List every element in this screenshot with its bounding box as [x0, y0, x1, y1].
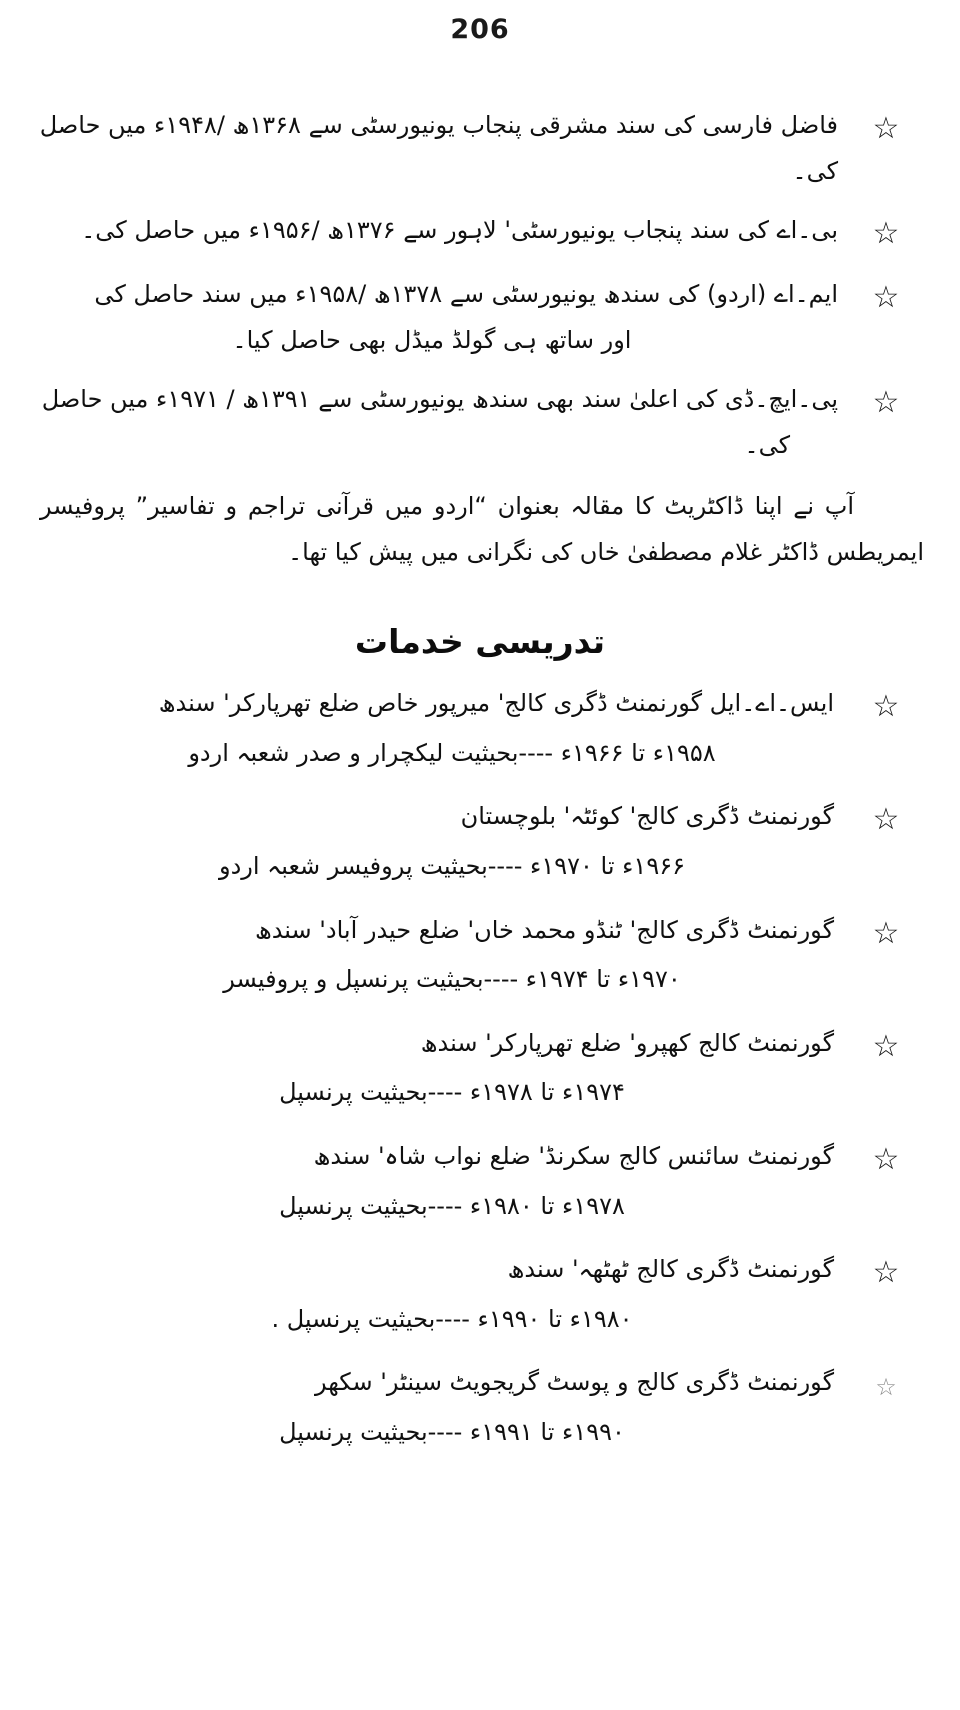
service-years-designation: ۱۹۹۰ء تا ۱۹۹۱ء ----بحیثیت پرنسپل — [279, 1417, 625, 1446]
college-name: گورنمنٹ ڈگری کالج' ٹنڈو محمد خاں' ضلع حیدر آباد' سندھ — [254, 915, 834, 944]
college-name: گورنمنٹ سائنس کالج سکرنڈ' ضلع نواب شاہ' سندھ — [313, 1141, 834, 1170]
star-bullet-icon: ☆ — [872, 689, 900, 725]
star-bullet-icon: ☆ — [872, 1141, 900, 1177]
teaching-services-list — [26, 681, 934, 1455]
education-item — [26, 103, 934, 194]
page-number: 206 — [450, 14, 510, 45]
service-item — [26, 908, 934, 1003]
education-item — [26, 272, 934, 363]
college-name: گورنمنٹ ڈگری کالج و پوسٹ گریجویٹ سینٹر' سکھر — [314, 1368, 834, 1397]
education-list — [26, 103, 934, 469]
service-years-designation: ۱۹۵۸ء تا ۱۹۶۶ء ----بحیثیت لیکچرار و صدر شعبہ اردو — [188, 738, 716, 767]
star-bullet-icon: ☆ — [872, 280, 900, 316]
college-name: گورنمنٹ ڈگری کالج ٹھٹھہ' سندھ — [507, 1255, 834, 1284]
service-years-designation: ۱۹۶۶ء تا ۱۹۷۰ء ----بحیثیت پروفیسر شعبہ اردو — [219, 851, 685, 880]
education-item-text: ایم۔اے (اردو) کی سندھ یونیورسٹی سے ۱۳۷۸ھ /۱۹۵۸ء میں سند حاصل کی — [94, 280, 838, 309]
service-item — [26, 1360, 934, 1455]
service-years-designation: ۱۹۷۴ء تا ۱۹۷۸ء ----بحیثیت پرنسپل — [279, 1078, 625, 1107]
service-item — [26, 681, 934, 776]
service-years-designation: ۱۹۷۸ء تا ۱۹۸۰ء ----بحیثیت پرنسپل — [279, 1191, 625, 1220]
star-bullet-icon: ☆ — [872, 216, 900, 252]
education-item-continuation: اور ساتھ ہی گولڈ میڈل بھی حاصل کیا۔ — [232, 325, 632, 354]
education-item-text: پی۔ایچ۔ڈی کی اعلیٰ سند بھی سندھ یونیورسٹی سے ۱۳۹۱ھ / ۱۹۷۱ء میں حاصل — [41, 385, 838, 414]
service-item — [26, 794, 934, 889]
star-bullet-icon: ☆ — [875, 1373, 897, 1402]
star-bullet-icon: ☆ — [872, 1255, 900, 1291]
star-bullet-icon: ☆ — [872, 385, 900, 421]
college-name: گورنمنٹ کالج کھپرو' ضلع تھرپارکر' سندھ — [420, 1028, 834, 1057]
star-bullet-icon: ☆ — [872, 915, 900, 951]
section-title-teaching-services: تدریسی خدمات — [354, 622, 606, 662]
education-item-continuation: کی۔ — [744, 430, 790, 459]
doctorate-paragraph: آپ نے اپنا ڈاکٹریٹ کا مقالہ بعنوان “اردو میں قرآنی تراجم و تفاسیر” پروفیسر ایمریطس ڈاکٹر غلام مصطفیٰ خاں کی نگرانی میں پیش کیا تھا۔ — [40, 491, 924, 567]
education-item — [26, 208, 934, 258]
college-name: گورنمنٹ ڈگری کالج' کوئٹہ' بلوچستان — [460, 802, 834, 831]
education-item-text: فاضل فارسی کی سند مشرقی پنجاب یونیورسٹی سے ۱۳۶۸ھ /۱۹۴۸ء میں حاصل کی۔ — [39, 111, 838, 185]
education-item — [26, 377, 934, 468]
service-years-designation: ۱۹۷۰ء تا ۱۹۷۴ء ----بحیثیت پرنسپل و پروفیسر — [223, 965, 681, 994]
star-bullet-icon: ☆ — [872, 1028, 900, 1064]
star-bullet-icon: ☆ — [872, 802, 900, 838]
service-item — [26, 1134, 934, 1229]
college-name: ایس۔اے۔ایل گورنمنٹ ڈگری کالج' میرپور خاص ضلع تھرپارکر' سندھ — [158, 689, 834, 718]
education-item-text: بی۔اے کی سند پنجاب یونیورسٹی' لاہور سے ۱۳۷۶ھ /۱۹۵۶ء میں حاصل کی۔ — [81, 216, 838, 245]
service-item — [26, 1247, 934, 1342]
star-bullet-icon: ☆ — [872, 111, 900, 146]
service-item — [26, 1021, 934, 1116]
service-years-designation: ۱۹۸۰ء تا ۱۹۹۰ء ----بحیثیت پرنسپل . — [271, 1304, 633, 1333]
